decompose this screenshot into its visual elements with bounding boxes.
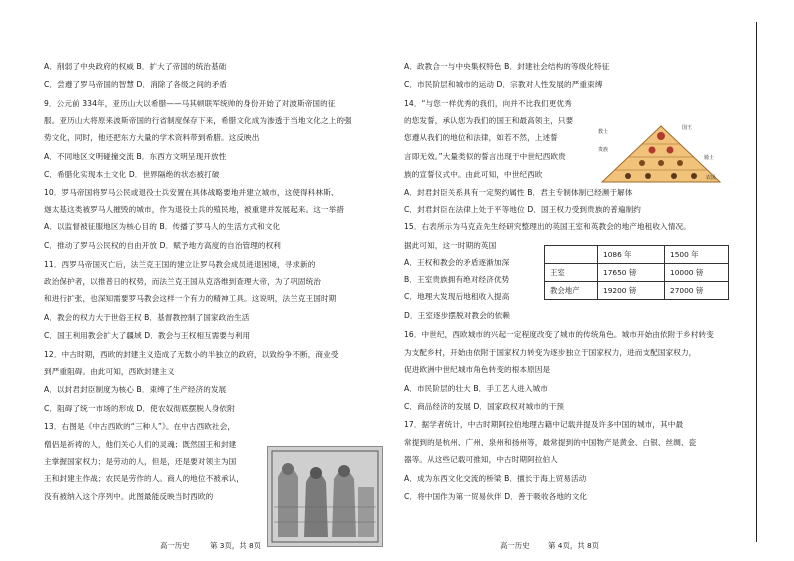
question-text-line: C．将中国作为第一贸易伙伴 D．善于吸收各地的文化 bbox=[404, 492, 588, 501]
question-text-line: 器等。从这些记载可推知，中古时期阿拉伯人 bbox=[404, 455, 558, 464]
question-text-line: 迦太基这类被罗马人摧毁的城市，作为退役士兵的殖民地，被重建并发展起来。这一举措 bbox=[44, 205, 345, 214]
question-text-line: 为支配乡村，开始由依附于国家权力转变为逐步独立于国家权力，进而支配国家权力， bbox=[404, 348, 697, 357]
question-text-line: A．以封君封臣制度为核心 B．束缚了生产经济的发展 bbox=[44, 385, 227, 394]
question-text-line: 9．公元前 334年，亚历山大以希腊——马其顿联军统帅的身份开始了对波斯帝国的征 bbox=[44, 99, 336, 108]
binding-margin-line bbox=[756, 22, 757, 542]
pyramid-label-nobles: 贵族 bbox=[598, 147, 609, 153]
question-text-line: 僧侣是祈祷的人，他们关心人们的灵魂；既然国王和封建 bbox=[44, 440, 237, 449]
question-text-line: A．不同地区文明碰撞交流 B．东西方文明呈现开放性 bbox=[44, 152, 227, 161]
question-text-line: 促进欧洲中世纪城市角色转变的根本原因是 bbox=[404, 365, 551, 374]
question-text-line: C．推动了罗马公民权的自由开放 D．赋予地方高度的自治管理的权利 bbox=[44, 241, 281, 250]
question-text-line: 言即无效。”大量类似的誓言出现于中世纪西欧贵 bbox=[404, 152, 566, 161]
question-text-line: 12．中古时期，西欧的封建主义造成了无数小的半独立的政府，以致纷争不断，商业受 bbox=[44, 350, 339, 359]
question-text-line: C．国王利用教会扩大了疆域 D．教会与王权相互需要与利用 bbox=[44, 331, 251, 340]
question-text-line: 的您发誓，承认您为我们的国王和最高领主，只要 bbox=[404, 116, 574, 125]
question-text-line: 势文化，同时，他还把东方大量的学术资料带到希腊。这反映出 bbox=[44, 133, 260, 142]
question-text-line: 17．据学者统计，中古时期阿拉伯地理古籍中记载并提及许多中国的城市，其中最 bbox=[404, 420, 684, 429]
footer-subject-right: 高一历史 bbox=[500, 541, 530, 550]
question-text-line: 14．“与您一样优秀的我们，向并不比我们更优秀 bbox=[404, 99, 572, 108]
question-text-line: 常提到的是杭州、广州、泉州和扬州等，最常提到的中国物产是黄金、白银、丝绸、瓷 bbox=[404, 438, 697, 447]
question-text-line: A．成为东西文化交流的桥梁 B．擅长于海上贸易活动 bbox=[404, 474, 587, 483]
question-text-line: 15．右表所示为马克垚先生经研究整理出的英国王室和英教会的地产地租收入情况。 bbox=[404, 222, 691, 231]
pyramid-label-clergy: 教士 bbox=[598, 129, 609, 135]
question-text-line: 和进行扩张，也深知需要罗马教会这样一个有力的精神工具。这说明，法兰克王国时期 bbox=[44, 294, 337, 303]
question-text-line: C．阻碍了统一市场的形成 D．使农奴彻底摆脱人身依附 bbox=[44, 404, 235, 413]
question-text-line: 16．中世纪，西欧城市的兴起一定程度改变了城市的传统角色。城市开始由依附于乡村转变 bbox=[404, 330, 714, 339]
pyramid-label-peasants: 农民 bbox=[706, 175, 717, 181]
question-text-line: B．王室贵族拥有绝对经济优势 bbox=[404, 275, 510, 284]
table-cell: 10000 镑 bbox=[665, 264, 729, 282]
question-text-line: 到严重阻碍。由此可知，西欧封建主义 bbox=[44, 367, 175, 376]
question-text-line: 您遵从我们的地位和法律，如若不然，上述誓 bbox=[404, 133, 558, 142]
table-row bbox=[545, 264, 729, 282]
question-text-line: 13．右图是《中古西欧的“三种人”》。在中古西欧社会， bbox=[44, 422, 236, 431]
table-cell: 教会地产 bbox=[545, 282, 598, 300]
table-cell: 17650 镑 bbox=[598, 264, 665, 282]
question-text-line: 11．西罗马帝国灭亡后，法兰克王国的建立让罗马教会成员进退困境，寻求新的 bbox=[44, 260, 316, 269]
pyramid-label-knights: 骑士 bbox=[704, 155, 715, 161]
pyramid-label-king: 国王 bbox=[682, 125, 693, 131]
question-text-line: 族的宣誓仪式中。由此可知，中世纪西欧 bbox=[404, 170, 543, 179]
table-cell: 1086 年 bbox=[598, 246, 665, 264]
question-text-line: A．政教合一与中央集权特色 B．封建社会结构的等级化特征 bbox=[404, 62, 610, 71]
table-cell: 19200 镑 bbox=[598, 282, 665, 300]
question-text-line: C．希腊化实现本土文化 D．世界隔绝的状态被打破 bbox=[44, 170, 220, 179]
question-text-line: 没有被纳入这个序列中。此图最能反映当时西欧的 bbox=[44, 492, 214, 501]
question-text-line: A．市民阶层的壮大 B．手工艺人进入城市 bbox=[404, 384, 548, 393]
table-cell: 王室 bbox=[545, 264, 598, 282]
question-text-line: C．尝遵了罗马帝国的智慧 D．消除了各级之间的矛盾 bbox=[44, 80, 228, 89]
question-text-line: A．王权和教会的矛盾逐渐加深 bbox=[404, 258, 510, 267]
question-text-line: C．商品经济的发展 D．国家政权对城市的干预 bbox=[404, 402, 565, 411]
land-rent-table bbox=[544, 245, 729, 300]
feudal-pyramid-image bbox=[598, 124, 724, 184]
question-text-line: D．王室逐步摆脱对教会的依赖 bbox=[404, 311, 510, 320]
table-row bbox=[545, 282, 729, 300]
table-cell: 27000 镑 bbox=[665, 282, 729, 300]
footer-page-right: 第 4页，共 8页 bbox=[548, 541, 600, 550]
footer-subject-left: 高一历史 bbox=[160, 541, 190, 550]
question-text-line: 服。亚历山大将原来波斯帝国的行省制度保存下来，希腊文化成为渗透于当地文化之上的强 bbox=[44, 116, 352, 125]
question-text-line: A．封君封臣关系具有一定契约属性 B．君主专制体制已经濒于解体 bbox=[404, 188, 633, 197]
question-text-line: C．地理大发现后地租收入提高 bbox=[404, 292, 510, 301]
question-text-line: C．市民阶层和城市的运动 D．宗教对人性发展的严重束缚 bbox=[404, 80, 603, 89]
table-cell bbox=[545, 246, 598, 264]
three-estates-woodcut-image bbox=[267, 446, 383, 547]
question-text-line: C．封君封臣在法律上处于平等地位 D．国王权力受到贵族的普遍制约 bbox=[404, 205, 641, 214]
question-text-line: 主掌握国家权力；是劳动的人，但是，还是要对领主为国 bbox=[44, 457, 237, 466]
table-cell: 1500 年 bbox=[665, 246, 729, 264]
question-text-line: 政治保护者，以推普日的权势，而法兰克王国从克洛维到查理大帝，为了巩固统治 bbox=[44, 277, 321, 286]
footer-page-left: 第 3页，共 8页 bbox=[210, 541, 262, 550]
question-text-line: A．削弱了中央政府的权威 B．扩大了帝国的统治基础 bbox=[44, 62, 227, 71]
question-text-line: 10．罗马帝国将罗马公民或退役士兵安置在具体战略要地并建立城市，这使得科林斯、 bbox=[44, 188, 339, 197]
question-text-line: 王和封建主作战；农民是劳作的人。商人的地位不被承认， bbox=[44, 474, 245, 483]
question-text-line: A．教会的权力大于世俗王权 B．基督教控制了国家政治生活 bbox=[44, 313, 250, 322]
question-text-line: 据此可知，这一时期的英国 bbox=[404, 241, 497, 250]
table-header-row bbox=[545, 246, 729, 264]
question-text-line: A．以监督被征服地区为核心目的 B．传播了罗马人的生活方式和文化 bbox=[44, 222, 281, 231]
